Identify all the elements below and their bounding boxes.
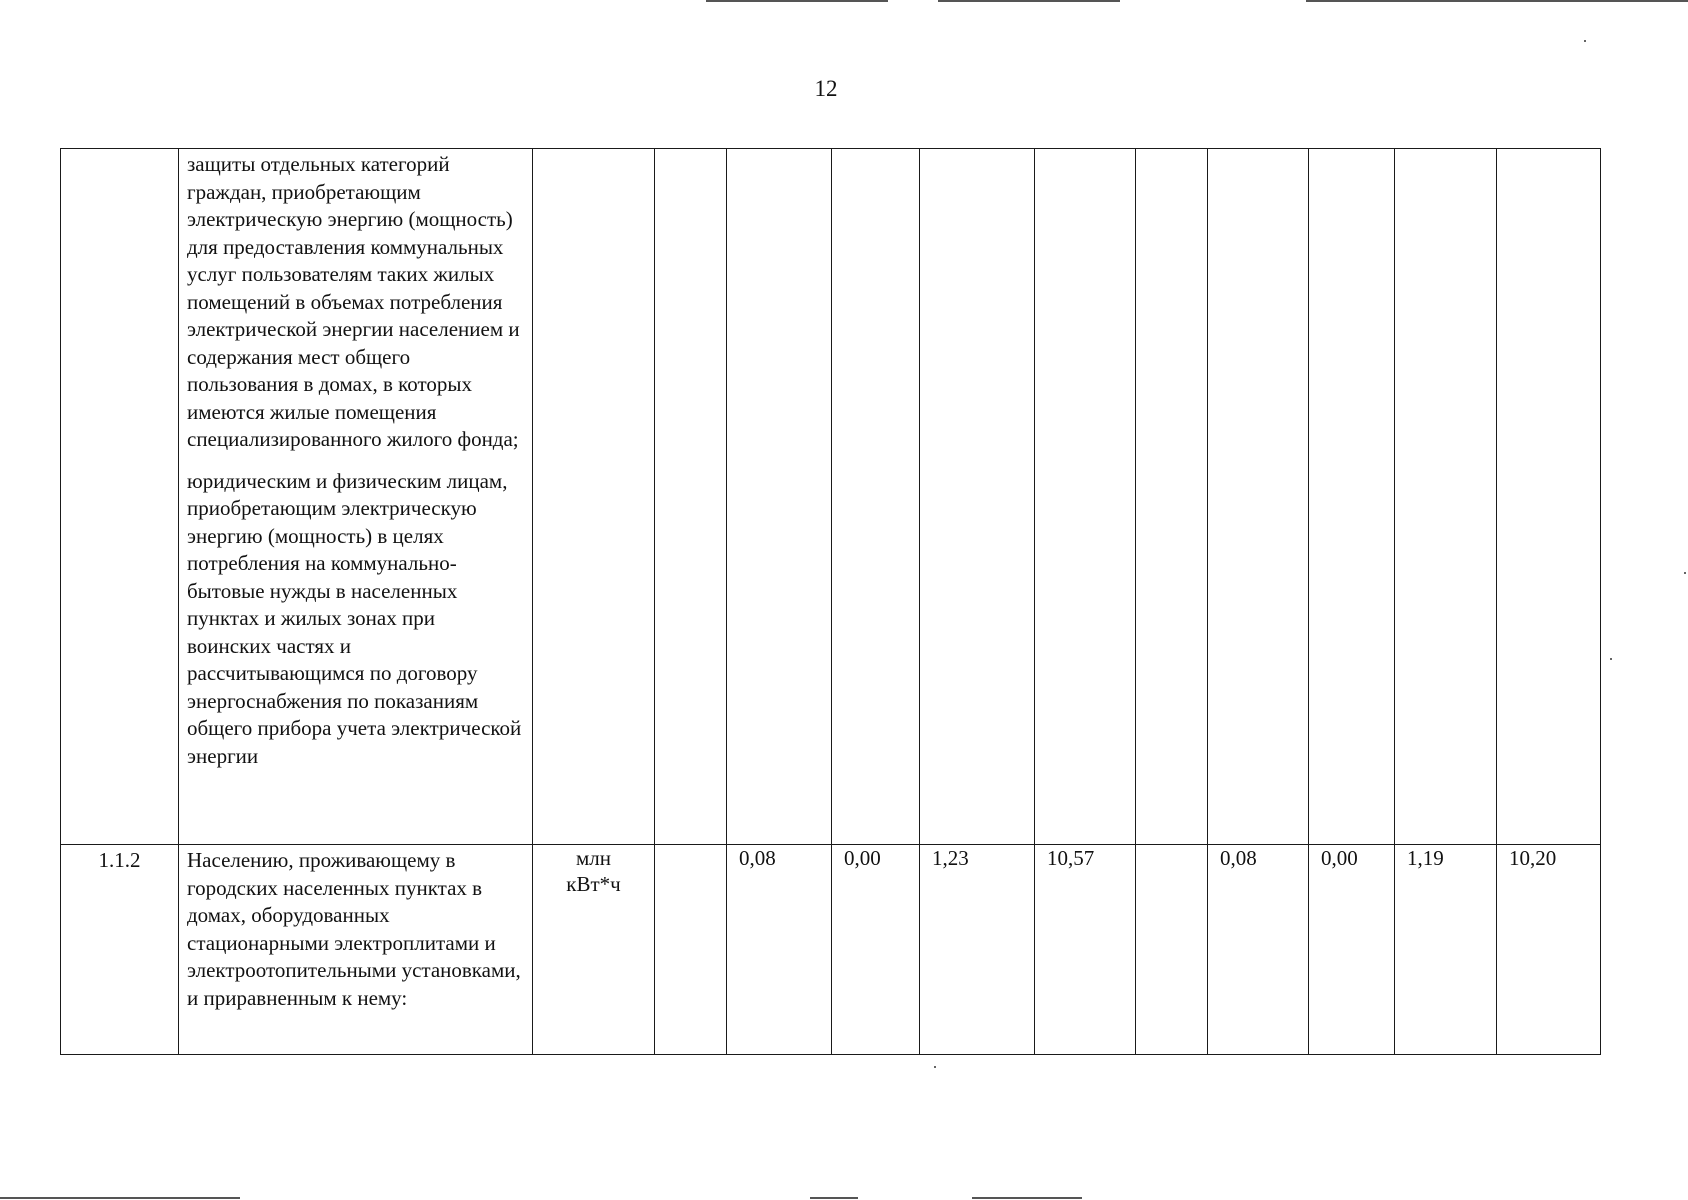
value-cell: 1,19 [1395, 845, 1497, 1055]
value-cell [655, 149, 727, 845]
scan-speck [1610, 658, 1612, 660]
value-cell [1497, 149, 1601, 845]
description-paragraph: юридическим и физическим лицам, приобретающим электрическую энергию (мощность) в целях потребления на коммунально-бытовые нужды в населенных пунктах и жилых зонах при воинских частях и рассчитывающимся по договору энергоснабжения по показаниям общего прибора учета электрической энергии [187, 468, 522, 768]
scan-edge-line [810, 1197, 858, 1199]
description-paragraph: защиты отдельных категорий граждан, приобретающим электрическую энергию (мощность) для предоставления коммунальных услуг пользователям таких жилых помещений в объемах потребления электрической энергии населением и содержания мест общего пользования в домах, в которых имеются жилые помещения специализированного жилого фонда; [187, 152, 520, 451]
value-cell: 1,23 [920, 845, 1035, 1055]
table-row-1-1-2 [61, 845, 1601, 1055]
page-number: 12 [814, 76, 838, 101]
value-cell: 10,20 [1497, 845, 1601, 1055]
value-cell [1395, 149, 1497, 845]
value-cell [727, 149, 832, 845]
description-cell [179, 149, 533, 845]
scan-speck [1584, 40, 1586, 42]
data-table [60, 148, 1601, 1055]
unit-line: млн [575, 846, 611, 870]
value-cell: 0,00 [1309, 845, 1395, 1055]
value-cell: 0,00 [832, 845, 920, 1055]
table-row-continuation [61, 149, 1601, 845]
value-cell: 10,57 [1035, 845, 1136, 1055]
scan-speck [934, 1066, 936, 1068]
code-cell: 1.1.2 [61, 845, 179, 1055]
unit-cell [533, 149, 655, 845]
code-cell [61, 149, 179, 845]
unit-line: кВт*ч [566, 872, 621, 896]
scan-edge-line [1306, 0, 1688, 2]
value-cell [832, 149, 920, 845]
value-cell: 0,08 [727, 845, 832, 1055]
scan-edge-line [0, 1197, 240, 1199]
value-cell: 0,08 [1208, 845, 1309, 1055]
scan-edge-line [706, 0, 888, 2]
scan-edge-line [972, 1197, 1082, 1199]
value-cell [1035, 149, 1136, 845]
description-cell: Населению, проживающему в городских населенных пунктах в домах, оборудованных стационарными электроплитами и электроотопительными установками, и приравненным к нему: [179, 845, 533, 1055]
value-cell [655, 845, 727, 1055]
value-cell [1208, 149, 1309, 845]
scan-speck [1684, 572, 1686, 574]
value-cell [1309, 149, 1395, 845]
unit-cell [533, 845, 655, 1055]
value-cell [1136, 149, 1208, 845]
value-cell [920, 149, 1035, 845]
scan-edge-line [938, 0, 1120, 2]
value-cell [1136, 845, 1208, 1055]
